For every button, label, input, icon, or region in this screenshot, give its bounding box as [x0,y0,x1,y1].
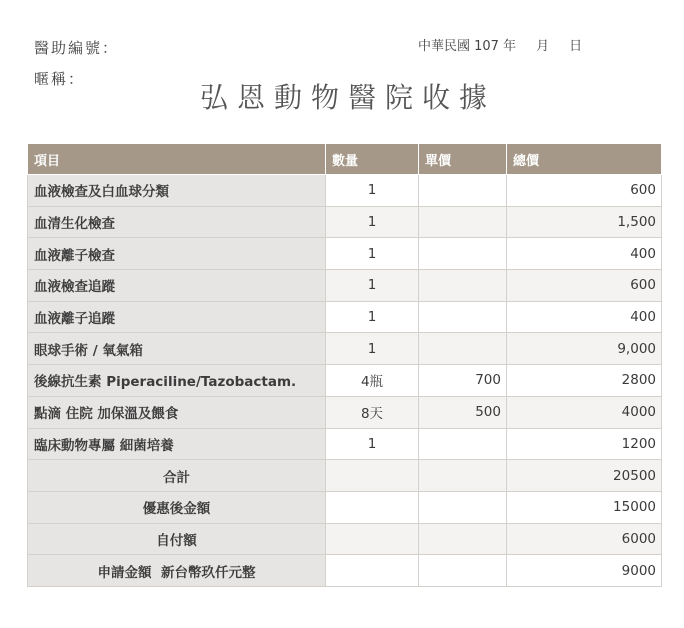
date-line [418,35,582,54]
summary-row-claim [28,555,662,587]
nickname-label: 暱稱： [34,70,86,88]
table-row [28,175,662,207]
medical-no-label: 醫助編號： [34,39,120,57]
table-row [28,428,662,460]
total-cell: 9,000 [507,333,662,365]
date-month: 月 [536,39,550,54]
qty-cell: 4瓶 [326,365,419,397]
item-cell: 點滴 住院 加保溫及餵食 [28,396,326,428]
summary-row-copay [28,523,662,555]
qty-cell: 1 [326,428,419,460]
item-cell: 臨床動物專屬 細菌培養 [28,428,326,460]
qty-cell: 1 [326,175,419,207]
empty-cell [419,523,507,555]
item-cell: 後線抗生素 Piperaciline/Tazobactam. [28,365,326,397]
item-cell: 血清生化檢查 [28,206,326,238]
empty-cell [419,460,507,492]
summary-total: 6000 [507,523,662,555]
summary-label: 合計 [28,460,326,492]
date-year: 中華民國 107 年 [418,39,517,54]
total-cell: 600 [507,270,662,302]
date-day: 日 [569,39,583,54]
price-cell [419,206,507,238]
total-cell: 600 [507,175,662,207]
qty-cell: 1 [326,333,419,365]
table-row [28,365,662,397]
summary-row-discounted [28,491,662,523]
column-header-total: 總價 [507,144,662,175]
table-row [28,333,662,365]
qty-cell: 1 [326,206,419,238]
empty-cell [326,491,419,523]
qty-cell: 8天 [326,396,419,428]
table-row [28,301,662,333]
summary-total: 9000 [507,555,662,587]
column-header-price: 單價 [419,144,507,175]
total-cell: 400 [507,238,662,270]
empty-cell [326,460,419,492]
total-cell: 1200 [507,428,662,460]
table-row [28,270,662,302]
summary-label: 自付額 [28,523,326,555]
summary-label: 優惠後金額 [28,491,326,523]
item-cell: 眼球手術 / 氧氣箱 [28,333,326,365]
receipt-table [27,143,662,587]
summary-label: 申請金額 新台幣玖仟元整 [28,555,326,587]
table-row [28,206,662,238]
item-cell: 血液離子追蹤 [28,301,326,333]
qty-cell: 1 [326,301,419,333]
item-cell: 血液離子檢查 [28,238,326,270]
table-row [28,238,662,270]
receipt-title: 弘恩動物醫院收據 [199,81,496,114]
price-cell [419,428,507,460]
price-cell [419,333,507,365]
price-cell [419,238,507,270]
total-cell: 1,500 [507,206,662,238]
summary-row-subtotal [28,460,662,492]
empty-cell [326,523,419,555]
total-cell: 4000 [507,396,662,428]
table-row [28,396,662,428]
empty-cell [419,555,507,587]
table-header-row [28,144,662,175]
price-cell [419,301,507,333]
item-cell: 血液檢查及白血球分類 [28,175,326,207]
total-cell: 2800 [507,365,662,397]
summary-total: 20500 [507,460,662,492]
price-cell: 500 [419,396,507,428]
qty-cell: 1 [326,238,419,270]
empty-cell [419,491,507,523]
empty-cell [326,555,419,587]
price-cell [419,175,507,207]
price-cell [419,270,507,302]
column-header-item: 項目 [28,144,326,175]
item-cell: 血液檢查追蹤 [28,270,326,302]
qty-cell: 1 [326,270,419,302]
column-header-qty: 數量 [326,144,419,175]
summary-total: 15000 [507,491,662,523]
total-cell: 400 [507,301,662,333]
price-cell: 700 [419,365,507,397]
